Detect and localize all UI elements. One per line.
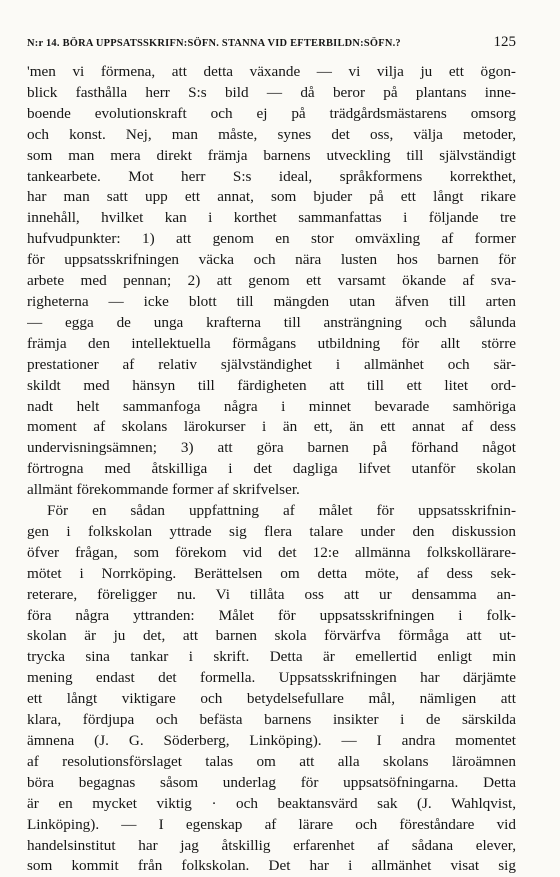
text-line: nadt helt sammanfoga några i minnet bevarade samhöriga: [27, 397, 516, 415]
text-line: trycka sina tankar i skrift. Detta är emellertid enligt min: [27, 648, 516, 666]
text-line: moment af skolans lärokurser i än ett, än ett annat af dess: [27, 418, 516, 436]
text-line: blick fasthålla herr S:s bild — då beror på plantans inne-: [27, 83, 516, 101]
page-header: [27, 34, 516, 51]
text-line: reterare, föreligger nu. Vi tillåta oss att ur densamma an-: [27, 585, 516, 603]
text-line: är en mycket viktig · och beaktansvärd sak (J. Wahlqvist,: [27, 794, 516, 812]
text-line: förtrogna med åtskilliga i det dagliga lifvet utanför skolan: [27, 460, 516, 478]
text-line: för uppsatsskrifningen väcka och nära lusten hos barnen för: [27, 251, 516, 269]
text-line: skildt med hänsyn till färdigheten att till ett litet ord-: [27, 376, 516, 394]
text-line: gen i folkskolan yttrade sig flera talare under den diskussion: [27, 522, 516, 540]
text-line: ämnena (J. G. Söderberg, Linköping). — I andra momentet: [27, 732, 516, 749]
text-line: af resolutionsförslaget talas om att alla skolans läroämnen: [27, 752, 516, 770]
text-line: ett långt viktigare och betydelsefullare mål, nämligen att: [27, 690, 516, 708]
text-line: öfver frågan, som förekom vid det 12:e allmänna folkskollärare-: [27, 543, 516, 561]
text-line: Linköping). — I egenskap af lärare och föreståndare vid: [27, 815, 516, 833]
text-line: — egga de unga krafterna till ansträngning och sålunda: [27, 313, 516, 331]
text-line: klara, fördjupa och befästa barnens insikter i de särskilda: [27, 711, 516, 729]
text-line: mötet i Norrköping. Berättelsen om detta möte, af dess sek-: [27, 564, 516, 582]
text-line: boende evolutionskraft och ej på trädgårdsmästarens omsorg: [27, 104, 516, 122]
text-line: som kommit från folkskolan. Det har i allmänhet visat sig: [27, 857, 516, 875]
text-line: hufvudpunkter: 1) att genom en stor omväxling af former: [27, 230, 516, 248]
text-line: har man satt upp ett annat, som bjuder på ett långt rikare: [27, 188, 516, 206]
text-line: prestationer af relativ självständighet i allmänhet och sär-: [27, 355, 516, 373]
text-line: föra några yttranden: Målet för uppsatsskrifningen i folk-: [27, 606, 516, 624]
page-number: 125: [493, 34, 516, 50]
body-text: [27, 62, 516, 877]
text-line: mening endast det formella. Uppsatsskrifningen har därjämte: [27, 669, 516, 687]
text-line: främja den intellektuella förmågans utbildning för allt större: [27, 334, 516, 352]
text-line: 'men vi förmena, att detta växande — vi vilja ju ett ögon-: [27, 63, 516, 80]
text-line: undervisningsämnen; 3) att göra barnen på förhand något: [27, 439, 516, 457]
text-line: och konst. Nej, man måste, synes det oss, välja metoder,: [27, 125, 516, 143]
text-line: skolan är ju det, att barnen skola förvärfva förmåga att ut-: [27, 627, 516, 645]
text-line: handelsinstitut har jag åtskillig erfarenhet af sådana elever,: [27, 836, 516, 854]
text-line: righeterna — icke blott till mängden utan äfven till arten: [27, 292, 516, 310]
text-line: som man mera direkt främja barnens utveckling till självständigt: [27, 146, 516, 164]
text-line: tankearbete. Mot herr S:s ideal, språkformens korrekthet,: [27, 167, 516, 185]
text-line: innehåll, hvilket kan i korthet sammanfattas i följande tre: [27, 209, 516, 227]
text-line: allmänt förekommande former af skrifvelser.: [27, 481, 300, 499]
running-head: N:r 14. BÖRA UPPSATSSKRIFN:SÖFN. STANNA VID EFTERBILDN:SÖFN.?: [27, 38, 401, 49]
text-line: böra begagnas såsom underlag för uppsatsöfningarna. Detta: [27, 773, 516, 791]
text-line: För en sådan uppfattning af målet för uppsatsskrifnin-: [47, 502, 516, 520]
text-line: arbete med pennan; 2) att genom ett varsamt ökande af sva-: [27, 272, 516, 290]
